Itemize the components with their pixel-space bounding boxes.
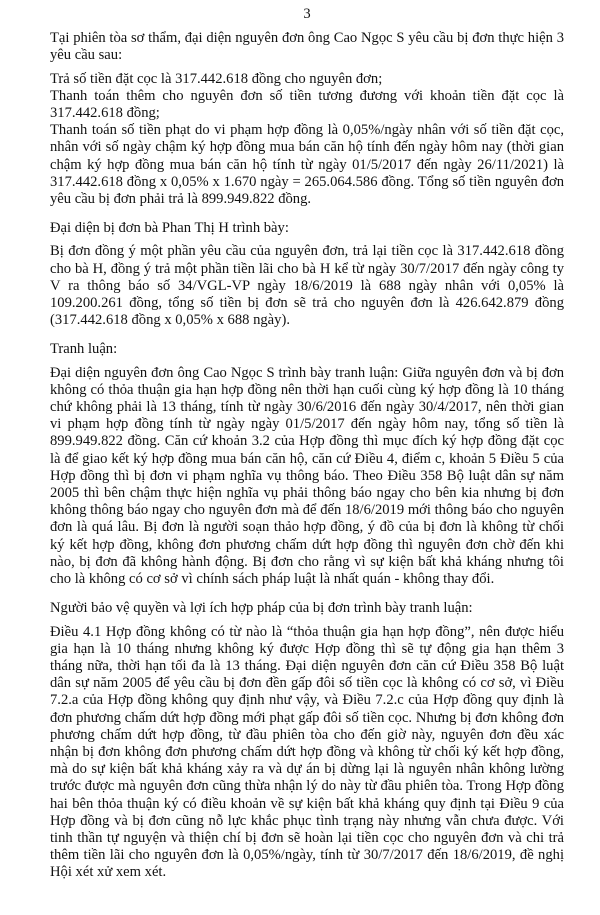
paragraph-request-1: Trả số tiền đặt cọc là 317.442.618 đồng cho nguyên đơn; — [50, 70, 383, 87]
paragraph-defender-heading: Người bảo vệ quyền và lợi ích hợp pháp của bị đơn trình bày tranh luận: — [50, 600, 473, 617]
paragraph-first-instance-request: Tại phiên tòa sơ thẩm, đại diện nguyên đơn ông Cao Ngọc S yêu cầu bị đơn thực hiện 3 yêu cầu sau: — [50, 30, 564, 64]
paragraph-debate-heading: Tranh luận: — [50, 341, 118, 358]
paragraph-defendant-heading: Đại diện bị đơn bà Phan Thị H trình bày: — [50, 220, 289, 237]
paragraph-plaintiff-argument: Đại diện nguyên đơn ông Cao Ngọc S trình bày tranh luận: Giữa nguyên đơn và bị đơn không có thỏa thuận gia hạn hợp đồng nên thời hạn cuối cùng ký hợp đồng là 10 tháng chứ không phải là 13 tháng, tính từ ngày 30/6/2016 đến ngày 30/4/2017, nên thời gian vi phạm hợp đồng tính từ ngày ngày 01/5/2017 đến ngày hôm nay, tổng số tiền là 899.949.822 đồng. Căn cứ khoản 3.2 của Hợp đồng thì mục đích ký hợp đồng đặt cọc là để giao kết ký hợp đồng mua bán căn hộ, căn cứ Điều 4, điểm c, khoản 5 Điều 5 của Hợp đồng thì bị đơn vi phạm nghĩa vụ thông báo. Theo Điều 358 Bộ luật dân sự năm 2005 thì bên chậm thực hiện nghĩa vụ phải thông báo ngay cho bên kia nhưng bị đơn không thông báo ngay cho nguyên đơn mà để đến 18/6/2019 mới thông báo cho nguyên đơn là quá lâu. Bị đơn là người soạn thảo hợp đồng, ý đồ của bị đơn là không từ chối ký kết hợp đồng, không đơn phương chấm dứt hợp đồng thì nguyên đơn chờ đến khi nào, bị đơn đã không hành động. Bị đơn cho rằng vì sự kiện bất khả kháng nhưng tôi cho là không có cơ sở vì chính sách pháp luật là nhất quán - không thay đổi. — [50, 364, 564, 588]
paragraph-defender-argument: Điều 4.1 Hợp đồng không có từ nào là “thỏa thuận gia hạn hợp đồng”, nên được hiểu gia hạn là 10 tháng nhưng không ký được Hợp đồng thì sẽ tự động gia hạn thêm 3 tháng nữa, thời hạn tối đa là 13 tháng. Đại diện nguyên đơn căn cứ Điều 358 Bộ luật dân sự năm 2005 để yêu cầu bị đơn đền gấp đôi số tiền cọc là không có cơ sở, vì Điều 7.2.a của Hợp đồng không quy định như vậy, và Điều 7.2.c của Hợp đồng quy định là đơn phương chấm dứt hợp đồng mới phạt gấp đôi số tiền cọc. Nhưng bị đơn không đơn phương chấm dứt hợp đồng, từ đầu phiên tòa cho đến giờ này, nguyên đơn đều xác nhận bị đơn không đơn phương chấm dứt hợp đồng và không từ chối ký kết hợp đồng, mà do sự kiện bất khả kháng xảy ra và dự án bị dừng lại là nguyên nhân không lường trước được mà nguyên đơn cũng thừa nhận lý do này từ đầu phiên tòa. Trong Hợp đồng hai bên thỏa thuận ký có điều khoản về sự kiện bất khả kháng quy định tại Điều 9 của Hợp đồng và bị đơn cũng nỗ lực khắc phục tình trạng này nhưng vẫn chưa được. Với tinh thần tự nguyện và thiện chí bị đơn sẽ hoàn lại tiền cọc cho nguyên đơn và chi trả thêm tiền lãi cho nguyên đơn là 0,05%/ngày, tính từ 30/7/2017 đến 18/6/2019, đề nghị Hội xét xử xem xét. — [50, 623, 564, 881]
paragraph-request-2: Thanh toán thêm cho nguyên đơn số tiền tương đương với khoản tiền đặt cọc là 317.442.618 đồng; — [50, 87, 564, 122]
page-number: 3 — [303, 6, 311, 22]
paragraph-request-3: Thanh toán số tiền phạt do vi phạm hợp đồng là 0,05%/ngày nhân với số tiền đặt cọc, nhân với số ngày chậm ký hợp đồng mua bán căn hộ tính đến ngày hôm nay (thời gian chậm ký hợp đồng mua bán căn hộ tính từ ngày 01/5/2017 đến ngày 26/11/2021) là 317.442.618 đồng x 0,05% x 1.670 ngày = 265.064.586 đồng. Tổng số tiền nguyên đơn yêu cầu bị đơn phải trả là 899.949.822 đồng. — [50, 122, 564, 208]
paragraph-defendant-statement: Bị đơn đồng ý một phần yêu cầu của nguyên đơn, trả lại tiền cọc là 317.442.618 đồng cho bà H, đồng ý trả một phần tiền lãi cho bà H kể từ ngày 30/7/2017 đến ngày công ty V ra thông báo số 34/VGL-VP ngày 18/6/2019 là 688 ngày nhân với 0,05% là 109.200.261 đồng, tổng số tiền bị đơn sẽ trả cho nguyên đơn là 426.642.879 đồng (317.442.618 đồng x 0,05% x 688 ngày). — [50, 243, 564, 329]
